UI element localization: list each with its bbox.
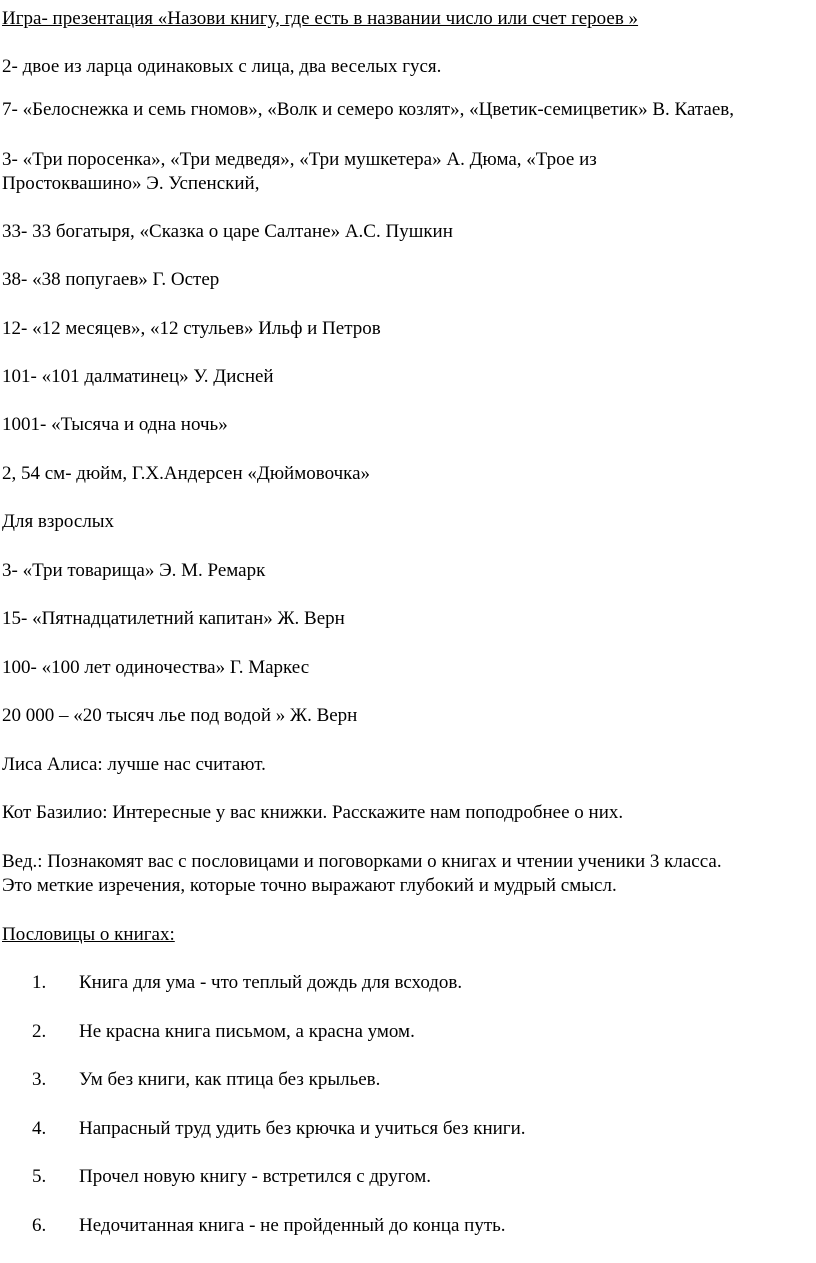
list-item-text: Книга для ума - что теплый дождь для всходов. <box>79 972 463 993</box>
text-line: 101- «101 далматинец» У. Дисней <box>2 366 274 387</box>
lead-line: Вед.: Познакомят вас с пословицами и поговорками о книгах и чтении ученики 3 класса. <box>2 851 722 872</box>
list-item-number: 3. <box>32 1069 47 1090</box>
text-line: 3- «Три поросенка», «Три медведя», «Три мушкетера» А. Дюма, «Трое из <box>2 149 597 170</box>
text-line: 33- 33 богатыря, «Сказка о царе Салтане» А.С. Пушкин <box>2 221 453 242</box>
text-line: 100- «100 лет одиночества» Г. Маркес <box>2 657 310 678</box>
text-line: Простоквашино» Э. Успенский, <box>2 173 260 194</box>
text-line: 2- двое из ларца одинаковых с лица, два веселых гуся. <box>2 56 442 77</box>
text-line: 2, 54 см- дюйм, Г.Х.Андерсен «Дюймовочка» <box>2 463 371 484</box>
text-line: 15- «Пятнадцатилетний капитан» Ж. Верн <box>2 608 345 629</box>
list-item-text: Ум без книги, как птица без крыльев. <box>79 1069 381 1090</box>
dialogue-line: Лиса Алиса: лучше нас считают. <box>2 754 266 775</box>
section-heading-proverbs: Пословицы о книгах: <box>2 924 175 945</box>
list-item-text: Недочитанная книга - не пройденный до конца путь. <box>79 1215 506 1236</box>
list-item-number: 6. <box>32 1215 47 1236</box>
text-line: 1001- «Тысяча и одна ночь» <box>2 414 228 435</box>
text-line: 3- «Три товарища» Э. М. Ремарк <box>2 560 266 581</box>
list-item-number: 4. <box>32 1118 47 1139</box>
list-item-number: 2. <box>32 1021 47 1042</box>
dialogue-line: Кот Базилио: Интересные у вас книжки. Расскажите нам поподробнее о них. <box>2 802 624 823</box>
list-item-number: 5. <box>32 1166 47 1187</box>
text-line: 20 000 – «20 тысяч лье под водой » Ж. Верн <box>2 705 358 726</box>
list-item-number: 1. <box>32 972 47 993</box>
text-line: 12- «12 месяцев», «12 стульев» Ильф и Петров <box>2 318 381 339</box>
text-line: 7- «Белоснежка и семь гномов», «Волк и семеро козлят», «Цветик-семицветик» В. Катаев, <box>2 99 735 120</box>
list-item-text: Не красна книга письмом, а красна умом. <box>79 1021 415 1042</box>
list-item-text: Прочел новую книгу - встретился с другом. <box>79 1166 432 1187</box>
list-item-text: Напрасный труд удить без крючка и учиться без книги. <box>79 1118 526 1139</box>
document-title: Игра- презентация «Назови книгу, где есть в названии число или счет героев » <box>2 8 639 29</box>
lead-line: Это меткие изречения, которые точно выражают глубокий и мудрый смысл. <box>2 875 617 896</box>
section-heading-adults: Для взрослых <box>2 511 115 532</box>
text-line: 38- «38 попугаев» Г. Остер <box>2 269 220 290</box>
